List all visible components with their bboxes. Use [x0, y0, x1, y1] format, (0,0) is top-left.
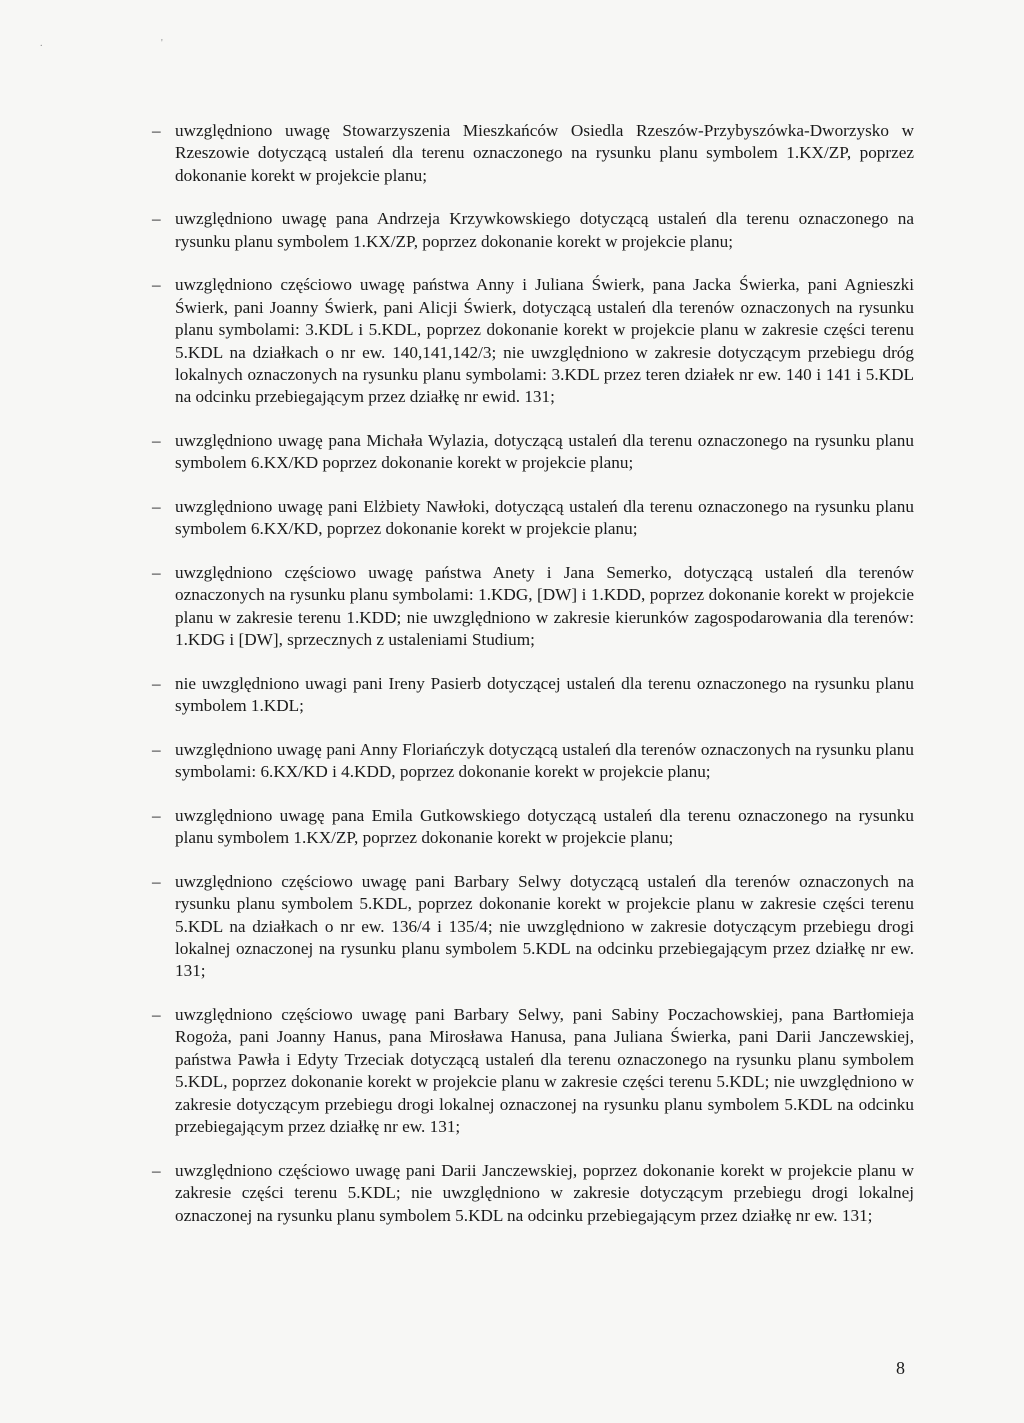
list-dash: –: [152, 431, 161, 451]
list-item: [152, 430, 914, 475]
list-item: [152, 274, 914, 408]
list-dash: –: [152, 871, 161, 891]
list-item: [152, 562, 914, 652]
list-item-text: uwzględniono uwagę pana Andrzeja Krzywkowskiego dotyczącą ustaleń dla terenu oznaczonego na rysunku planu symbolem 1.KX/ZP, poprzez dokonanie korekt w projekcie planu;: [175, 209, 914, 251]
list-dash: –: [152, 209, 161, 229]
list-dash: –: [152, 1160, 161, 1180]
list-item: [152, 1160, 914, 1227]
list-item: [152, 208, 914, 253]
list-item-text: uwzględniono uwagę pani Elżbiety Nawłoki, dotyczącą ustaleń dla terenu oznaczonego na rysunku planu symbolem 6.KX/KD, poprzez dokonanie korekt w projekcie planu;: [175, 497, 914, 539]
list-item-text: uwzględniono uwagę pana Michała Wylazia, dotyczącą ustaleń dla terenu oznaczonego na rysunku planu symbolem 6.KX/KD poprzez dokonanie korekt w projekcie planu;: [175, 431, 914, 473]
resolution-list: [152, 120, 914, 1248]
list-dash: –: [152, 563, 161, 583]
list-dash: –: [152, 121, 161, 140]
list-dash: –: [152, 1005, 161, 1025]
list-dash: –: [152, 739, 161, 759]
list-item: [152, 871, 914, 983]
scan-artifact-marks: . ': [40, 38, 221, 49]
list-item-text: uwzględniono częściowo uwagę państwa Anny i Juliana Świerk, pana Jacka Świerka, pani Agnieszki Świerk, pani Joanny Świerk, pani Alicji Świerk, dotyczącą ustaleń dla terenów oznaczonych na rysunku planu symbolami: 3.KDL i 5.KDL, poprzez dokonanie korekt w projekcie planu w zakresie części terenu 5.KDL na działkach o nr ew. 140,141,142/3; nie uwzględniono w zakresie dotyczącym przebiegu dróg lokalnych oznaczonych na rysunku planu symbolami: 3.KDL przez teren działek nr ew. 140 i 141 i 5.KDL na odcinku przebiegającym przez działkę nr ewid. 131;: [175, 275, 914, 407]
list-item-text: uwzględniono częściowo uwagę pani Barbary Selwy, pani Sabiny Poczachowskiej, pana Bartłomieja Rogoża, pani Joanny Hanus, pana Mirosława Hanusa, pana Juliana Świerka, pani Darii Janczewskiej, państwa Pawła i Edyty Trzeciak dotyczącą ustaleń dla terenu oznaczonego na rysunku planu symbolem 5.KDL, poprzez dokonanie korekt w projekcie planu w zakresie części terenu 5.KDL; nie uwzględniono w zakresie dotyczącym przebiegu drogi lokalnej oznaczonej na rysunku planu symbolem 5.KDL na odcinku przebiegającym przez działkę nr ew. 131;: [175, 1005, 914, 1137]
list-item-text: uwzględniono uwagę Stowarzyszenia Mieszkańców Osiedla Rzeszów-Przybyszówka-Dworzysko w Rzeszowie dotyczącą ustaleń dla terenu oznaczonego na rysunku planu symbolem 1.KX/ZP, poprzez dokonanie korekt w projekcie planu;: [175, 121, 914, 185]
list-item-text: uwzględniono częściowo uwagę pani Darii Janczewskiej, poprzez dokonanie korekt w projekcie planu w zakresie części terenu 5.KDL; nie uwzględniono w zakresie dotyczącym przebiegu drogi lokalnej oznaczonej na rysunku planu symbolem 5.KDL na odcinku przebiegającym przez działkę nr ew. 131;: [175, 1160, 914, 1225]
list-dash: –: [152, 805, 161, 825]
list-item: [152, 739, 914, 784]
list-dash: –: [152, 275, 161, 295]
list-item: [152, 1004, 914, 1138]
list-dash: –: [152, 673, 161, 693]
list-item-text: nie uwzględniono uwagi pani Ireny Pasierb dotyczącej ustaleń dla terenu oznaczonego na rysunku planu symbolem 1.KDL;: [175, 673, 914, 716]
list-dash: –: [152, 497, 161, 517]
list-item: [152, 673, 914, 718]
page-number: 8: [896, 1358, 905, 1378]
list-item: [152, 805, 914, 850]
list-item-text: uwzględniono uwagę pani Anny Floriańczyk dotyczącą ustaleń dla terenów oznaczonych na rysunku planu symbolami: 6.KX/KD i 4.KDD, poprzez dokonanie korekt w projekcie planu;: [175, 739, 914, 782]
list-item-text: uwzględniono częściowo uwagę państwa Anety i Jana Semerko, dotyczącą ustaleń dla terenów oznaczonych na rysunku planu symbolami: 1.KDG, [DW] i 1.KDD, poprzez dokonanie korekt w projekcie planu w zakresie terenu 1.KDD; nie uwzględniono w zakresie kierunków zagospodarowania dla terenów: 1.KDG i [DW], sprzecznych z ustaleniami Studium;: [175, 563, 914, 650]
list-item: [152, 496, 914, 541]
list-item-text: uwzględniono uwagę pana Emila Gutkowskiego dotyczącą ustaleń dla terenu oznaczonego na rysunku planu symbolem 1.KX/ZP, poprzez dokonanie korekt w projekcie planu;: [175, 805, 914, 848]
list-item-text: uwzględniono częściowo uwagę pani Barbary Selwy dotyczącą ustaleń dla terenów oznaczonych na rysunku planu symbolem 5.KDL, poprzez dokonanie korekt w projekcie planu w zakresie części terenu 5.KDL na działkach o nr ew. 136/4 i 135/4; nie uwzględniono w zakresie dotyczącym przebiegu drogi lokalnej oznaczonej na rysunku planu symbolem 5.KDL na odcinku przebiegającym przez działkę nr ew. 131;: [175, 871, 914, 981]
list-item: [152, 120, 914, 187]
